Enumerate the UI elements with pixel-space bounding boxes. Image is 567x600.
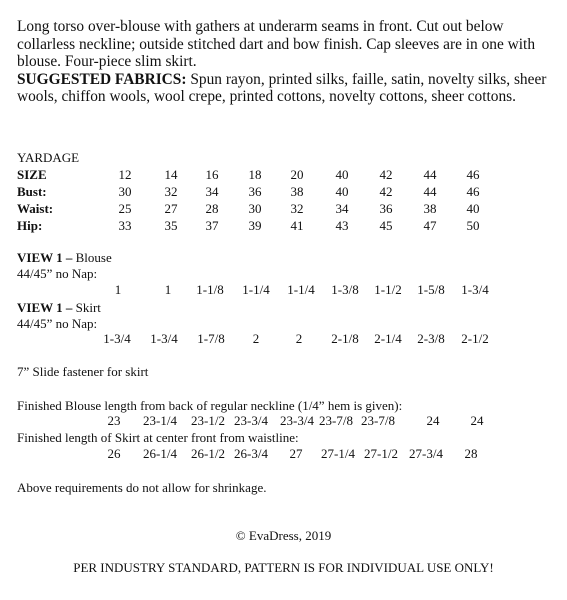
blouse-value-6: 1-1/2 (374, 282, 402, 297)
finished-skirt-value-2: 26-1/2 (191, 446, 225, 461)
yardage-row0-cell-4: 20 (290, 167, 304, 182)
finished-blouse-value-4: 23-3/4 (280, 413, 314, 428)
view-blouse-fabric: 44/45” no Nap: (17, 266, 98, 281)
yardage-heading: YARDAGE (17, 150, 80, 165)
skirt-value-8: 2-1/2 (461, 331, 489, 346)
yardage-row0-cell-3: 18 (248, 167, 262, 182)
footer-notice: PER INDUSTRY STANDARD, PATTERN IS FOR INDIVIDUAL USE ONLY! (73, 560, 494, 575)
yardage-row3-cell-1: 35 (164, 218, 178, 233)
yardage-row3-cell-5: 43 (335, 218, 349, 233)
yardage-row2-cell-1: 27 (164, 201, 178, 216)
yardage-row3-cell-8: 50 (466, 218, 480, 233)
finished-skirt-value-0: 26 (107, 446, 121, 461)
yardage-row2-cell-2: 28 (205, 201, 219, 216)
copyright: © EvaDress, 2019 (235, 528, 332, 543)
yardage-row0-cell-5: 40 (335, 167, 349, 182)
pattern-description (17, 18, 557, 106)
finished-skirt-value-5: 27-1/4 (321, 446, 355, 461)
finished-skirt-value-8: 28 (464, 446, 478, 461)
skirt-value-0: 1-3/4 (103, 331, 131, 346)
yardage-row1-cell-2: 34 (205, 184, 219, 199)
skirt-value-2: 1-7/8 (197, 331, 225, 346)
yardage-row2-cell-0: 25 (118, 201, 132, 216)
finished-blouse-value-8: 24 (470, 413, 484, 428)
blouse-value-2: 1-1/8 (196, 282, 224, 297)
skirt-value-4: 2 (295, 331, 303, 346)
yardage-row3-cell-7: 47 (423, 218, 437, 233)
yardage-row3-cell-4: 41 (290, 218, 304, 233)
yardage-row0-cell-6: 42 (379, 167, 393, 182)
yardage-row2-cell-8: 40 (466, 201, 480, 216)
yardage-row2-cell-6: 36 (379, 201, 393, 216)
yardage-row1-cell-7: 44 (423, 184, 437, 199)
view-skirt-subtitle: Skirt (75, 300, 101, 315)
finished-blouse-value-3: 23-3/4 (234, 413, 268, 428)
yardage-row1-cell-4: 38 (290, 184, 304, 199)
yardage-row1-cell-1: 32 (164, 184, 178, 199)
finished-blouse-label: Finished Blouse length from back of regular neckline (1/4” hem is given): (17, 398, 403, 413)
blouse-value-8: 1-3/4 (461, 282, 489, 297)
yardage-row0-cell-2: 16 (205, 167, 219, 182)
view-blouse-heading (17, 250, 112, 265)
shrinkage-note: Above requirements do not allow for shrinkage. (17, 480, 267, 495)
view-blouse-title: VIEW 1 – (17, 250, 73, 265)
skirt-value-5: 2-1/8 (331, 331, 359, 346)
yardage-row0-cell-8: 46 (466, 167, 480, 182)
finished-skirt-value-3: 26-3/4 (234, 446, 268, 461)
finished-blouse-value-7: 24 (426, 413, 440, 428)
blouse-value-1: 1 (164, 282, 172, 297)
yardage-row2-cell-4: 32 (290, 201, 304, 216)
waist-label: Waist: (17, 201, 54, 216)
finished-skirt-value-1: 26-1/4 (143, 446, 177, 461)
blouse-value-3: 1-1/4 (242, 282, 270, 297)
finished-blouse-value-1: 23-1/4 (143, 413, 177, 428)
finished-blouse-value-2: 23-1/2 (191, 413, 225, 428)
yardage-row2-cell-5: 34 (335, 201, 349, 216)
skirt-value-3: 2 (252, 331, 260, 346)
skirt-value-7: 2-3/8 (417, 331, 445, 346)
skirt-value-1: 1-3/4 (150, 331, 178, 346)
view-skirt-heading (17, 300, 101, 315)
notion-text: 7” Slide fastener for skirt (17, 364, 149, 379)
blouse-value-4: 1-1/4 (287, 282, 315, 297)
yardage-row3-cell-6: 45 (379, 218, 393, 233)
yardage-row2-cell-7: 38 (423, 201, 437, 216)
yardage-row3-cell-0: 33 (118, 218, 132, 233)
yardage-row2-cell-3: 30 (248, 201, 262, 216)
finished-skirt-label: Finished length of Skirt at center front from waistline: (17, 430, 299, 445)
yardage-row1-cell-5: 40 (335, 184, 349, 199)
yardage-row0-cell-7: 44 (423, 167, 437, 182)
yardage-row3-cell-3: 39 (248, 218, 262, 233)
fabrics-text: Spun rayon, printed silks, faille, satin, novelty silks, sheer wools, chiffon wools, wool crepe, printed cottons, novelty cottons, sheer cottons. (17, 70, 547, 106)
view-skirt-title: VIEW 1 – (17, 300, 73, 315)
yardage-row0-cell-0: 12 (118, 167, 132, 182)
description-text: Long torso over-blouse with gathers at underarm seams in front. Cut out below collarless neckline; outside stitched dart and bow finish. Cap sleeves are in one with blouse. Four-piece slim skirt. (17, 18, 536, 71)
blouse-value-7: 1-5/8 (417, 282, 445, 297)
finished-skirt-value-4: 27 (289, 446, 303, 461)
finished-skirt-value-6: 27-1/2 (364, 446, 398, 461)
yardage-row1-cell-0: 30 (118, 184, 132, 199)
finished-blouse-value-5: 23-7/8 (319, 413, 353, 428)
yardage-row1-cell-6: 42 (379, 184, 393, 199)
finished-blouse-value-6: 23-7/8 (361, 413, 395, 428)
fabrics-label: SUGGESTED FABRICS: (17, 70, 187, 88)
size-label: SIZE (17, 167, 47, 182)
view-blouse-subtitle: Blouse (75, 250, 112, 265)
yardage-row1-cell-8: 46 (466, 184, 480, 199)
blouse-value-5: 1-3/8 (331, 282, 359, 297)
view-skirt-fabric: 44/45” no Nap: (17, 316, 98, 331)
yardage-row0-cell-1: 14 (164, 167, 178, 182)
finished-blouse-value-0: 23 (107, 413, 121, 428)
hip-label: Hip: (17, 218, 43, 233)
skirt-value-6: 2-1/4 (374, 331, 402, 346)
finished-skirt-value-7: 27-3/4 (409, 446, 443, 461)
blouse-value-0: 1 (114, 282, 122, 297)
yardage-row1-cell-3: 36 (248, 184, 262, 199)
bust-label: Bust: (17, 184, 47, 199)
yardage-row3-cell-2: 37 (205, 218, 219, 233)
